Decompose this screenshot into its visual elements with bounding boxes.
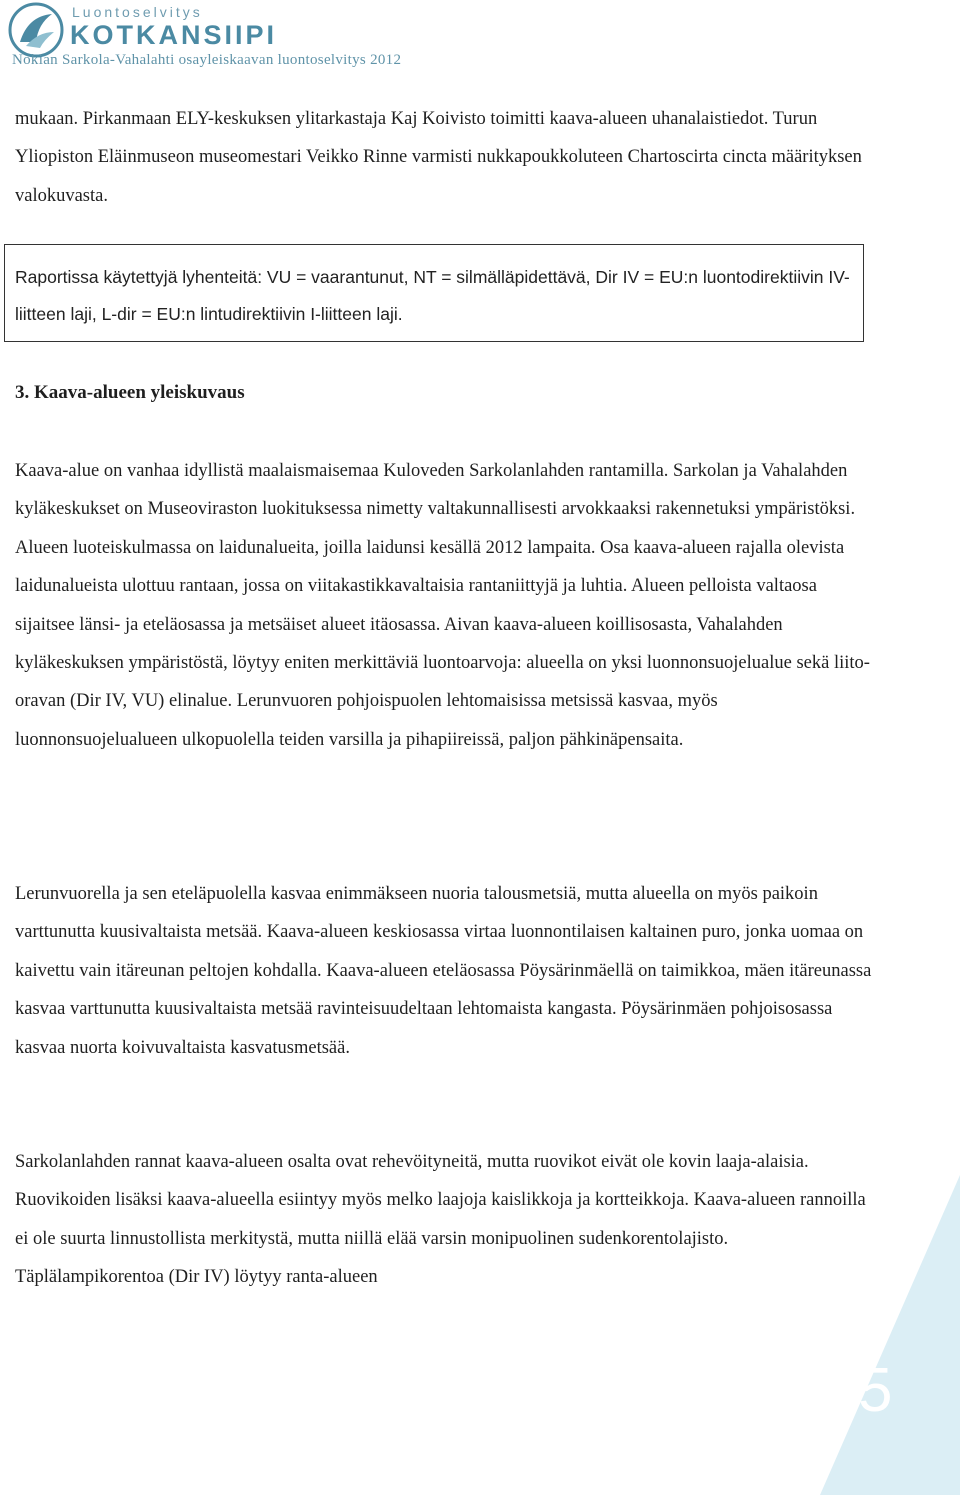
section-heading: 3. Kaava-alueen yleiskuvaus	[15, 382, 245, 403]
body-paragraph-1: Kaava-alue on vanhaa idyllistä maalaismaisemaa Kuloveden Sarkolanlahden rantamilla. Sarkolan ja Vahalahden kyläkeskukset on Museoviraston luokituksessa nimetty valtakunnallisesti arvokkaaksi rakennetuksi ympäristöksi. Alueen luoteiskulmassa on laidunalueita, joilla laidunsi kesällä 2012 lampaita. Osa kaava-alueen rajalla olevista laidunalueista ulottuu rantaan, jossa on viitakastikkavaltaisia rantaniittyjä ja luhtia. Alueen pelloista valtaosa sijaitsee länsi- ja eteläosassa ja metsäiset alueet itäosassa. Aivan kaava-alueen koillisosasta, Vahalahden kyläkeskuksen ympäristöstä, löytyy eniten merkittäviä luontoarvoja: alueella on yksi luonnonsuojelualue sekä liito-oravan (Dir IV, VU) elinalue. Lerunvuoren pohjoispuolen lehtomaisissa metsissä kasvaa, myös luonnonsuojelualueen ulkopuolella teiden varsilla ja pihapiireissä, paljon pähkinäpensaita.	[15, 461, 870, 750]
abbreviation-box	[4, 244, 864, 342]
intro-paragraph: mukaan. Pirkanmaan ELY-keskuksen ylitarkastaja Kaj Koivisto toimitti kaava-alueen uhanalaistiedot. Turun Yliopiston Eläinmuseon museomestari Veikko Rinne varmisti nukkapoukkoluteen Chartoscirta cincta määrityksen valokuvasta.	[15, 109, 862, 206]
page-number: 5	[858, 1356, 893, 1425]
brand-subtitle: Luontoselvitys	[72, 4, 203, 20]
page-corner-decoration	[820, 1175, 960, 1495]
body-paragraph-2: Lerunvuorella ja sen eteläpuolella kasvaa enimmäkseen nuoria talousmetsiä, mutta alueella on myös paikoin varttunutta kuusivaltaista metsää. Kaava-alueen keskiosassa virtaa luonnontilaisen kaltainen puro, jonka uomaa on kaivettu vain itäreunan peltojen kohdalla. Kaava-alueen eteläosassa Pöysärinmäellä on taimikkoa, mäen itäreunassa kasvaa varttunutta kuusivaltaista metsää ravinteisuudeltaan lehtomaista kangasta. Pöysärinmäen pohjoisosassa kasvaa nuorta koivuvaltaista kasvatusmetsää.	[15, 884, 872, 1058]
report-title: Nokian Sarkola-Vahalahti osayleiskaavan luontoselvitys 2012	[12, 52, 402, 68]
body-paragraph-3: Sarkolanlahden rannat kaava-alueen osalta ovat rehevöityneitä, mutta ruovikot eivät ole kovin laaja-alaisia. Ruovikoiden lisäksi kaava-alueella esiintyy myös melko laajoja kaislikkoja ja kortteikkoja. Kaava-alueen rannoilla ei ole suurta linnustollista merkitystä, mutta niillä elää varsin monipuolinen sudenkorentolajisto. Täplälampikorentoa (Dir IV) löytyy ranta-alueen	[15, 1152, 866, 1288]
page-header	[0, 0, 960, 76]
kotkansiipi-logo-icon	[8, 2, 64, 58]
brand-name: KOTKANSIIPI	[70, 20, 278, 50]
abbreviation-note: Raportissa käytettyjä lyhenteitä: VU = vaarantunut, NT = silmälläpidettävä, Dir IV = EU:n luontodirektiivin IV-liitteen laji, L-dir = EU:n lintudirektiivin I-liitteen laji.	[15, 267, 850, 324]
